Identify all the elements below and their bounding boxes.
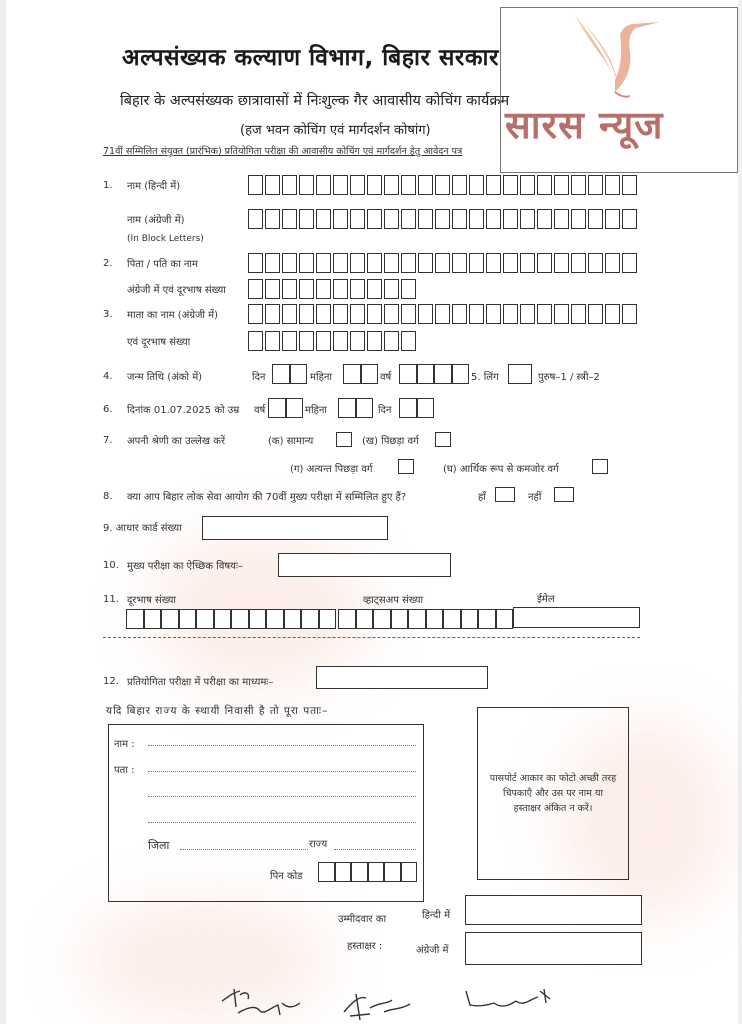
q1-number: 1. (103, 180, 113, 191)
q4-number: 4. (103, 371, 113, 382)
signature-english-field[interactable] (465, 932, 642, 965)
photo-box[interactable] (477, 707, 629, 880)
char-box[interactable] (384, 304, 399, 324)
block-letters-note: (In Block Letters) (127, 234, 204, 244)
q6-number: 6. (103, 404, 113, 415)
category-obc-checkbox[interactable] (435, 432, 451, 447)
dob-day-label: दिन (252, 372, 266, 383)
char-box[interactable] (486, 209, 501, 229)
char-box[interactable] (520, 253, 535, 273)
char-box[interactable] (622, 175, 637, 195)
char-box[interactable] (537, 209, 552, 229)
q8-yes-label: हाँ (478, 492, 486, 503)
father-name-boxes[interactable] (248, 253, 639, 273)
char-box[interactable] (401, 209, 416, 229)
char-box[interactable] (265, 175, 280, 195)
char-box[interactable] (384, 331, 399, 351)
address-name-line[interactable] (148, 745, 416, 746)
char-box[interactable] (214, 609, 232, 629)
char-box[interactable] (503, 253, 518, 273)
dob-year-label: वर्ष (380, 372, 392, 383)
char-box[interactable] (282, 253, 297, 273)
char-box[interactable] (384, 862, 401, 882)
q10-number: 10. (103, 560, 119, 571)
char-box[interactable] (373, 609, 391, 629)
pincode-label: पिन कोड (270, 871, 303, 882)
char-box[interactable] (161, 609, 179, 629)
district-line[interactable] (180, 849, 308, 850)
mother-name-boxes[interactable] (248, 304, 639, 324)
char-box[interactable] (503, 209, 518, 229)
page-title: अल्पसंख्यक कल्याण विभाग, बिहार सरकार (122, 45, 499, 71)
exam-medium-field[interactable] (316, 666, 488, 689)
q1-label: नाम (हिन्दी में) (127, 181, 181, 192)
mother-phone-boxes[interactable] (248, 331, 418, 351)
char-box[interactable] (486, 175, 501, 195)
char-box[interactable] (338, 609, 356, 629)
char-box[interactable] (435, 304, 450, 324)
char-box[interactable] (571, 304, 586, 324)
address-line-3[interactable] (148, 822, 416, 823)
char-box[interactable] (418, 304, 433, 324)
char-box[interactable] (299, 279, 314, 299)
dob-month-boxes[interactable] (343, 364, 378, 384)
dob-day-boxes[interactable] (272, 364, 307, 384)
char-box[interactable] (461, 609, 479, 629)
address-line-2[interactable] (148, 796, 416, 797)
address-line-1[interactable] (148, 771, 416, 772)
char-box[interactable] (452, 175, 467, 195)
char-box[interactable] (401, 253, 416, 273)
char-box[interactable] (537, 253, 552, 273)
q8-yes-checkbox[interactable] (495, 487, 515, 502)
q8-no-label: नहीं (528, 492, 542, 503)
whatsapp-label: व्हाट्सअप संख्या (363, 595, 424, 606)
char-box[interactable] (265, 304, 280, 324)
char-box[interactable] (299, 175, 314, 195)
char-box[interactable] (554, 304, 569, 324)
char-box[interactable] (196, 609, 214, 629)
char-box[interactable] (316, 175, 331, 195)
page-subtitle: बिहार के अल्पसंख्यक छात्रावासों में निःशुल्क गैर आवासीय कोचिंग कार्यक्रम (120, 93, 510, 109)
name-hindi-boxes[interactable] (248, 175, 639, 195)
q3-label: माता का नाम (अंग्रेजी में) (127, 310, 219, 321)
char-box[interactable] (333, 331, 348, 351)
char-box[interactable] (282, 175, 297, 195)
char-box[interactable] (367, 331, 382, 351)
char-box[interactable] (367, 253, 382, 273)
q8-number: 8. (103, 491, 113, 502)
char-box[interactable] (622, 209, 637, 229)
char-box[interactable] (469, 209, 484, 229)
char-box[interactable] (299, 304, 314, 324)
char-box[interactable] (248, 304, 263, 324)
char-box[interactable] (537, 175, 552, 195)
char-box[interactable] (571, 253, 586, 273)
char-box[interactable] (486, 304, 501, 324)
char-box[interactable] (367, 304, 382, 324)
address-name-label: नाम : (114, 739, 135, 750)
char-box[interactable] (622, 304, 637, 324)
char-box[interactable] (350, 209, 365, 229)
name-english-boxes[interactable] (248, 209, 639, 229)
char-box[interactable] (571, 209, 586, 229)
char-box[interactable] (316, 331, 331, 351)
whatsapp-boxes[interactable] (338, 609, 513, 629)
char-box[interactable] (384, 209, 399, 229)
age-year-boxes[interactable] (268, 398, 303, 418)
q2b-label: अंग्रेजी में एवं दूरभाष संख्या (127, 285, 226, 296)
char-box[interactable] (333, 279, 348, 299)
char-box[interactable] (144, 609, 162, 629)
state-label: राज्य (309, 839, 328, 850)
char-box[interactable] (316, 209, 331, 229)
char-box[interactable] (249, 609, 267, 629)
char-box[interactable] (350, 253, 365, 273)
form-heading: 71वीं सम्मिलित संयुक्त (प्रारंभिक) प्रतियोगिता परीक्षा की आवासीय कोचिंग एवं मार्गदर्शन हेतु आवेदन पत्र (103, 146, 463, 157)
char-box[interactable] (299, 331, 314, 351)
char-box[interactable] (282, 279, 297, 299)
page-edge-right (738, 0, 742, 1024)
char-box[interactable] (588, 304, 603, 324)
char-box[interactable] (435, 253, 450, 273)
handwritten-signature-3 (460, 985, 560, 1019)
q6-label: दिनांक 01.07.2025 को उम्र (127, 405, 240, 416)
char-box[interactable] (350, 331, 365, 351)
char-box[interactable] (435, 175, 450, 195)
char-box[interactable] (401, 175, 416, 195)
char-box[interactable] (571, 175, 586, 195)
age-year-label: वर्ष (254, 405, 266, 416)
age-month-label: महिना (305, 405, 328, 416)
category-ebc-checkbox[interactable] (398, 459, 414, 474)
char-box[interactable] (469, 304, 484, 324)
char-box[interactable] (299, 253, 314, 273)
char-box[interactable] (350, 175, 365, 195)
char-box[interactable] (605, 175, 620, 195)
category-obc-label: (ख) पिछड़ा वर्ग (362, 436, 419, 447)
char-box[interactable] (588, 253, 603, 273)
char-box[interactable] (350, 279, 365, 299)
category-general-checkbox[interactable] (336, 432, 352, 447)
q4-label: जन्म तिथि (अंको में) (127, 372, 203, 383)
q1b-label: नाम (अंग्रेजी में) (127, 215, 185, 226)
char-box[interactable] (588, 209, 603, 229)
char-box[interactable] (248, 331, 263, 351)
char-box[interactable] (299, 209, 314, 229)
char-box[interactable] (588, 175, 603, 195)
char-box[interactable] (401, 862, 418, 882)
char-box[interactable] (435, 209, 450, 229)
signature-label-1: उम्मीदवार का (338, 914, 387, 925)
phone-boxes[interactable] (126, 609, 336, 629)
char-box[interactable] (316, 253, 331, 273)
char-box[interactable] (301, 609, 319, 629)
address-label: पता : (114, 765, 135, 776)
q12-label: प्रतियोगिता परीक्षा में परीक्षा का माध्यमः– (127, 677, 274, 688)
char-box[interactable] (248, 209, 263, 229)
char-box[interactable] (384, 279, 399, 299)
char-box[interactable] (333, 253, 348, 273)
char-box[interactable] (356, 609, 374, 629)
age-month-boxes[interactable] (338, 398, 373, 418)
char-box[interactable] (333, 175, 348, 195)
char-box[interactable] (605, 209, 620, 229)
char-box[interactable] (469, 175, 484, 195)
char-box[interactable] (316, 304, 331, 324)
char-box[interactable] (418, 253, 433, 273)
char-box[interactable] (319, 609, 337, 629)
signature-english-label: अंग्रेजी में (416, 945, 449, 956)
q7-label: अपनी श्रेणी का उल्लेख करें (127, 436, 226, 447)
phone-label: दूरभाष संख्या (127, 595, 176, 606)
char-box[interactable] (443, 609, 461, 629)
q3-number: 3. (103, 309, 113, 320)
char-box[interactable] (469, 253, 484, 273)
char-box[interactable] (384, 253, 399, 273)
char-box[interactable] (367, 209, 382, 229)
char-box[interactable] (401, 331, 416, 351)
q7-number: 7. (103, 435, 113, 446)
char-box[interactable] (335, 862, 352, 882)
char-box[interactable] (179, 609, 197, 629)
char-box[interactable] (318, 862, 335, 882)
char-box[interactable] (496, 609, 514, 629)
char-box[interactable] (622, 253, 637, 273)
char-box[interactable] (316, 279, 331, 299)
char-box[interactable] (408, 609, 426, 629)
char-box[interactable] (265, 253, 280, 273)
char-box[interactable] (554, 209, 569, 229)
logo-text: सारस न्यूज (505, 103, 664, 147)
q8-no-checkbox[interactable] (554, 487, 574, 502)
age-day-label: दिन (378, 405, 392, 416)
char-box[interactable] (401, 304, 416, 324)
char-box[interactable] (266, 609, 284, 629)
char-box[interactable] (520, 175, 535, 195)
char-box[interactable] (282, 209, 297, 229)
pincode-boxes[interactable] (318, 862, 417, 882)
char-box[interactable] (520, 304, 535, 324)
q5-label: 5. लिंग (471, 372, 499, 383)
age-day-boxes[interactable] (399, 398, 434, 418)
q10-label: मुख्य परीक्षा का ऐच्छिक विषयः– (127, 561, 243, 572)
gender-box[interactable] (508, 364, 532, 384)
category-ews-checkbox[interactable] (592, 459, 608, 474)
q3b-label: एवं दूरभाष संख्या (127, 337, 191, 348)
dob-year-boxes[interactable] (399, 364, 469, 384)
char-box[interactable] (231, 609, 249, 629)
char-box[interactable] (537, 304, 552, 324)
address-heading: यदि बिहार राज्य के स्थायी निवासी है तो पूरा पताः– (106, 705, 329, 717)
char-box[interactable] (333, 209, 348, 229)
category-ebc-label: (ग) अत्यन्त पिछड़ा वर्ग (290, 464, 373, 475)
crane-bird-icon (560, 10, 670, 100)
char-box[interactable] (284, 609, 302, 629)
handwritten-signature-2 (340, 990, 420, 1022)
char-box[interactable] (554, 175, 569, 195)
char-box[interactable] (265, 331, 280, 351)
char-box[interactable] (401, 279, 416, 299)
q9-label: 9. आधार कार्ड संख्या (103, 523, 182, 534)
char-box[interactable] (351, 862, 368, 882)
char-box[interactable] (520, 209, 535, 229)
dob-month-label: महिना (310, 372, 333, 383)
char-box[interactable] (486, 253, 501, 273)
char-box[interactable] (605, 253, 620, 273)
char-box[interactable] (126, 609, 144, 629)
email-field[interactable] (513, 607, 640, 628)
char-box[interactable] (478, 609, 496, 629)
district-label: जिला (148, 839, 170, 852)
q2-label: पिता / पति का नाम (127, 259, 199, 270)
char-box[interactable] (368, 862, 385, 882)
aadhaar-field[interactable] (202, 516, 388, 540)
char-box[interactable] (418, 209, 433, 229)
char-box[interactable] (452, 209, 467, 229)
optional-subject-field[interactable] (278, 553, 451, 577)
signature-label-2: हस्ताक्षर : (347, 941, 383, 952)
char-box[interactable] (265, 209, 280, 229)
char-box[interactable] (333, 304, 348, 324)
char-box[interactable] (282, 331, 297, 351)
category-general-label: (क) सामान्य (268, 436, 314, 447)
char-box[interactable] (418, 175, 433, 195)
char-box[interactable] (605, 304, 620, 324)
page-edge-left (0, 0, 6, 1024)
char-box[interactable] (391, 609, 409, 629)
char-box[interactable] (265, 279, 280, 299)
handwritten-signature-1 (220, 985, 310, 1021)
char-box[interactable] (503, 304, 518, 324)
section-divider (103, 637, 640, 638)
char-box[interactable] (248, 175, 263, 195)
char-box[interactable] (282, 304, 297, 324)
char-box[interactable] (248, 279, 263, 299)
signature-hindi-label: हिन्दी में (422, 910, 451, 921)
q8-label: क्या आप बिहार लोक सेवा आयोग की 70वीं मुख्य परीक्षा में सम्मिलित हुए हैं? (127, 492, 407, 503)
char-box[interactable] (554, 253, 569, 273)
father-phone-boxes[interactable] (248, 279, 418, 299)
page-subtitle-2: (हज भवन कोचिंग एवं मार्गदर्शन कोषांग) (240, 123, 431, 138)
char-box[interactable] (350, 304, 365, 324)
category-ews-label: (घ) आर्थिक रूप से कमजोर वर्ग (443, 464, 559, 475)
char-box[interactable] (503, 175, 518, 195)
char-box[interactable] (367, 175, 382, 195)
char-box[interactable] (452, 304, 467, 324)
char-box[interactable] (452, 253, 467, 273)
photo-instruction: पासपोर्ट आकार का फोटो अच्छी तरह चिपकाएँ और उस पर नाम या हस्ताक्षर अंकित न करें। (489, 773, 617, 814)
email-label: ईमेल (537, 594, 555, 605)
state-line[interactable] (334, 849, 416, 850)
signature-hindi-field[interactable] (465, 895, 642, 925)
char-box[interactable] (367, 279, 382, 299)
char-box[interactable] (384, 175, 399, 195)
q11-number: 11. (103, 594, 119, 605)
gender-options: पुरुष–1 / स्त्री–2 (538, 372, 600, 383)
q2-number: 2. (103, 258, 113, 269)
q12-number: 12. (103, 676, 119, 687)
char-box[interactable] (248, 253, 263, 273)
char-box[interactable] (426, 609, 444, 629)
